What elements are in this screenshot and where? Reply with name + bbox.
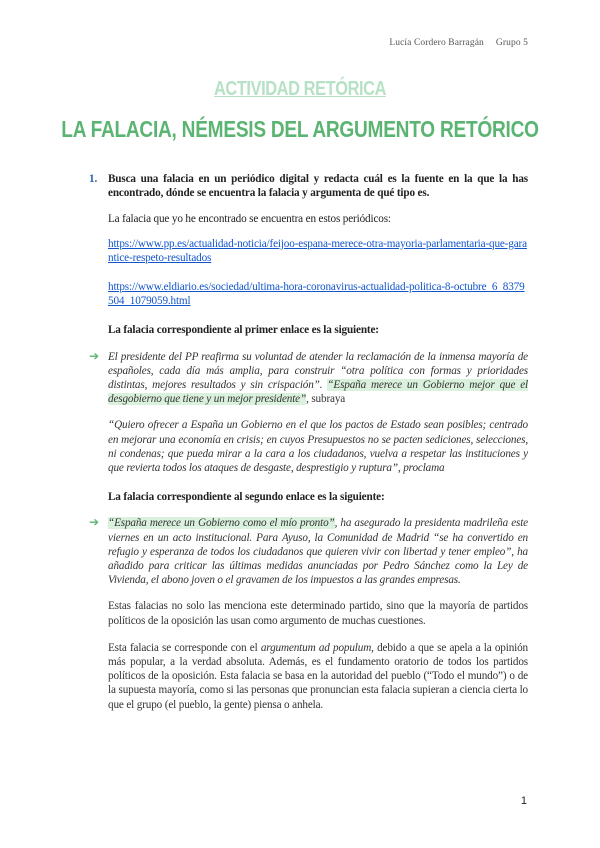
question-text: Busca una falacia en un periódico digital y redacta cuál es la fuente en la que la has encontrado, dónde se encuentra la falacia y argumenta de qué tipo es. bbox=[108, 173, 528, 200]
section1-quote-block bbox=[89, 348, 528, 476]
document-title: ACTIVIDAD RETÓRICA bbox=[213, 78, 387, 100]
section2-quote-block bbox=[89, 515, 528, 587]
paragraph2-after: , debido a que se apela a la opinión más popular, a la verdad absoluta. Además, es el fundamento oratorio de todos los partidos políticos de la oposición. Esta falacia se basa en la autoridad del pueblo (“Todo el mundo”) o de la supuesta mayoría, como si las personas que pronuncian esta falacia supieran a ciencia cierta lo que el grupo (el pueblo, la gente) piensa o anhela. bbox=[108, 641, 528, 711]
section1-quote1 bbox=[108, 350, 528, 407]
source-link-pp[interactable]: https://www.pp.es/actualidad-noticia/feijoo-espana-merece-otra-mayoria-parlamentaria-que-garantice-respeto-resultados bbox=[108, 237, 527, 264]
fallacy-term: argumentum ad populum bbox=[260, 641, 372, 654]
section1-quote2: “Quiero ofrecer a España un Gobierno en el que los pactos de Estado sean posibles; centrado en mejorar una economía en crisis; en cuyos Presupuestos no se pacten sediciones, selecciones, ni condenas; que pueda mirar a la cara a los ciudadanos, vuelva a respetar las instituciones y que revierta todos los ataques de desgaste, desprestigio y ruptura”, proclama bbox=[108, 419, 528, 475]
section1-heading: La falacia correspondiente al primer enlace es la siguiente: bbox=[108, 324, 379, 337]
document-subtitle: LA FALACIA, NÉMESIS DEL ARGUMENTO RETÓRICO bbox=[61, 116, 539, 142]
analysis-paragraph-2 bbox=[108, 641, 528, 712]
header-author: Lucía Cordero Barragán bbox=[389, 38, 484, 48]
section2-quote bbox=[108, 516, 528, 587]
quote1-attribution: , subraya bbox=[306, 393, 346, 406]
quote2-text: , ha asegurado la presidenta madrileña este viernes en un acto institucional. Para Ayuso, la Comunidad de Madrid “se ha convertido en refugio y esperanza de todos los ciudadanos que quieren vivir con libertad y tener empleo”, ha añadido para criticar las últimas medidas anunciadas por Pedro Sánchez como la Ley de Vivienda, el abono joven o el gravamen de los impuestos a las grandes empresas. bbox=[108, 517, 528, 587]
arrow-right-icon: ➔ bbox=[89, 515, 99, 530]
section2-heading: La falacia correspondiente al segundo enlace es la siguiente: bbox=[108, 491, 385, 504]
page-number: 1 bbox=[520, 795, 527, 807]
question-number: 1. bbox=[89, 173, 98, 185]
paragraph2-before: Esta falacia se corresponde con el bbox=[108, 641, 261, 654]
header-group: Grupo 5 bbox=[495, 38, 528, 48]
analysis-paragraph-1: Estas falacias no solo las menciona este determinado partido, sino que la mayoría de partidos políticos de la oposición las usan como argumento de muchas cuestiones. bbox=[108, 600, 528, 627]
quote1-highlight: “España merece un Gobierno mejor que el desgobierno que tiene y un mejor presidente” bbox=[108, 379, 528, 406]
page-header bbox=[0, 38, 528, 48]
intro-text: La falacia que yo he encontrado se encuentra en estos periódicos: bbox=[108, 213, 391, 226]
document-body bbox=[89, 172, 528, 712]
source-link-eldiario[interactable]: https://www.eldiario.es/sociedad/ultima-hora-coronavirus-actualidad-politica-8-octubre_6_8379504_1079059.html bbox=[108, 281, 525, 308]
arrow-right-icon: ➔ bbox=[89, 348, 99, 363]
question-block bbox=[89, 172, 528, 200]
quote2-highlight: “España merece un Gobierno como el mío pronto” bbox=[108, 517, 335, 530]
quote1-text: El presidente del PP reafirma su voluntad de atender la reclamación de la inmensa mayoría de españoles, cada día más amplia, para construir “otra política con formas y prioridades distintas, mejores resultados y sin crispación”. bbox=[108, 350, 528, 392]
